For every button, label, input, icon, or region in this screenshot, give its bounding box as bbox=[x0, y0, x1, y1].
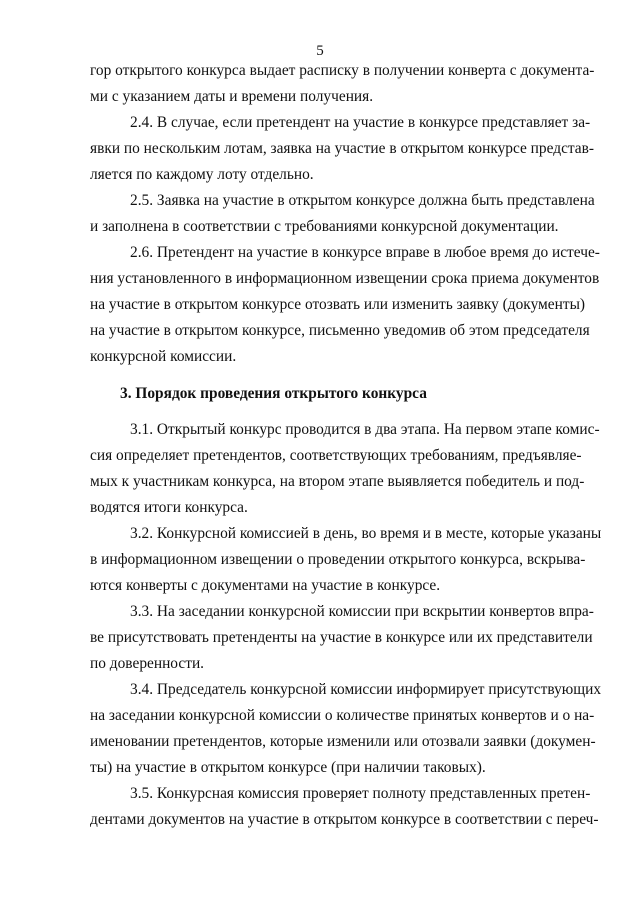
text-line: сия определяет претендентов, соответствующих требованиям, предъявляе- bbox=[90, 447, 582, 464]
text-line: ми с указанием даты и времени получения. bbox=[90, 88, 374, 105]
text-line: мых к участникам конкурса, на втором этапе выявляется победитель и под- bbox=[90, 473, 585, 490]
text-line: на участие в открытом конкурсе отозвать или изменить заявку (документы) bbox=[90, 296, 586, 313]
text-line: 3.2. Конкурсной комиссией в день, во время и в месте, которые указаны bbox=[130, 525, 602, 542]
text-line: 2.6. Претендент на участие в конкурсе вправе в любое время до истече- bbox=[130, 244, 600, 261]
text-line: именовании претендентов, которые изменили или отозвали заявки (докумен- bbox=[90, 733, 596, 750]
text-line: ния установленного в информационном извещении срока приема документов bbox=[90, 270, 600, 287]
text-line: ляется по каждому лоту отдельно. bbox=[90, 166, 314, 183]
text-line: водятся итоги конкурса. bbox=[90, 499, 248, 516]
text-line: по доверенности. bbox=[90, 655, 205, 672]
text-line: в информационном извещении о проведении открытого конкурса, вскрыва- bbox=[90, 551, 586, 568]
text-line: дентами документов на участие в открытом конкурсе в соответствии с переч- bbox=[90, 811, 599, 828]
text-line: 2.4. В случае, если претендент на участие в конкурсе представляет за- bbox=[130, 114, 591, 131]
text-line: явки по нескольким лотам, заявка на участие в открытом конкурсе представ- bbox=[90, 140, 595, 157]
text-line: 3.3. На заседании конкурсной комиссии при вскрытии конвертов впра- bbox=[130, 603, 594, 620]
section-heading: 3. Порядок проведения открытого конкурса bbox=[120, 385, 427, 402]
text-line: ты) на участие в открытом конкурсе (при наличии таковых). bbox=[90, 759, 486, 776]
text-line: ются конверты с документами на участие в конкурсе. bbox=[90, 577, 441, 594]
page-number: 5 bbox=[316, 43, 324, 59]
text-line: 2.5. Заявка на участие в открытом конкурсе должна быть представлена bbox=[130, 192, 595, 209]
text-line: 3.4. Председатель конкурсной комиссии информирует присутствующих bbox=[130, 681, 602, 698]
text-line: конкурсной комиссии. bbox=[90, 348, 237, 365]
text-line: 3.1. Открытый конкурс проводится в два этапа. На первом этапе комис- bbox=[130, 421, 600, 438]
text-line: на участие в открытом конкурсе, письменно уведомив об этом председателя bbox=[90, 322, 590, 339]
text-line: гор открытого конкурса выдает расписку в получении конверта с документа- bbox=[90, 62, 595, 79]
text-line: ве присутствовать претенденты на участие в конкурсе или их представители bbox=[90, 629, 593, 646]
text-line: и заполнена в соответствии с требованиями конкурсной документации. bbox=[90, 218, 559, 235]
text-line: 3.5. Конкурсная комиссия проверяет полноту представленных претен- bbox=[130, 785, 591, 802]
text-line: на заседании конкурсной комиссии о количестве принятых конвертов и о на- bbox=[90, 707, 595, 724]
